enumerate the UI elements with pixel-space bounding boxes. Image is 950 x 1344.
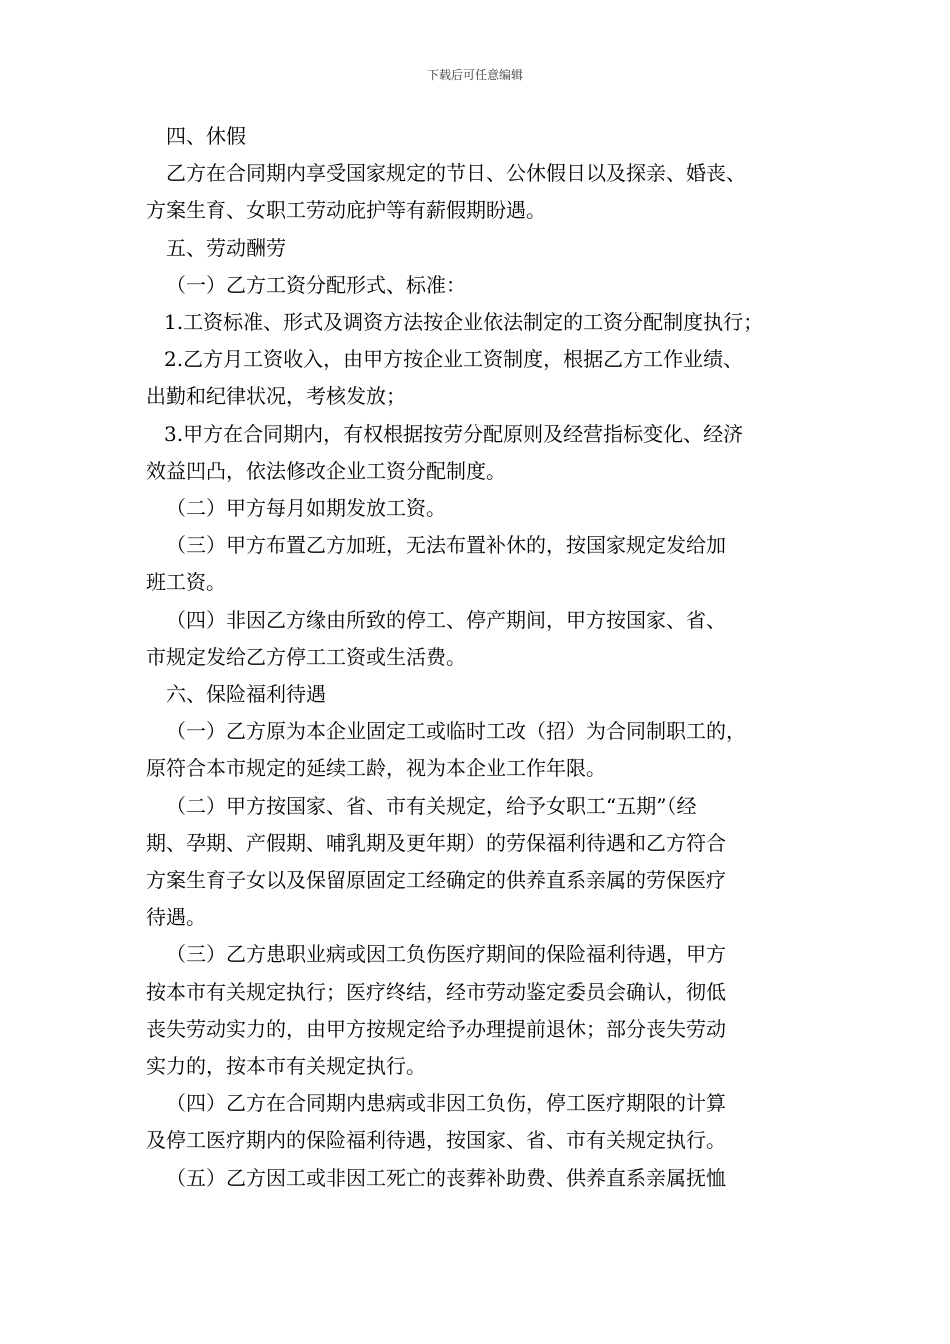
text-line: （二）甲方按国家、省、市有关规定，给予女职工“五期”（经 [166, 793, 697, 818]
text-line: 原符合本市规定的延续工龄，视为本企业工作年限。 [146, 756, 606, 781]
text-line: 2.乙方月工资收入，由甲方按企业工资制度，根据乙方工作业绩、 [164, 347, 744, 372]
text-line: （五）乙方因工或非因工死亡的丧葬补助费、供养直系亲属抚恤 [166, 1165, 726, 1190]
text-line: （四）乙方在合同期内患病或非因工负伤，停工医疗期限的计算 [166, 1091, 726, 1116]
text-line: 期、孕期、产假期、哺乳期及更年期）的劳保福利待遇和乙方符合 [146, 830, 726, 855]
document-body [146, 118, 826, 1197]
text-line: 按本市有关规定执行；医疗终结，经市劳动鉴定委员会确认，彻低 [146, 979, 726, 1004]
text-line: 五、劳动酬劳 [166, 235, 286, 260]
text-line: 方案生育子女以及保留原固定工经确定的供养直系亲属的劳保医疗 [146, 868, 726, 893]
text-line: 班工资。 [146, 570, 226, 595]
text-line: （四）非因乙方缘由所致的停工、停产期间，甲方按国家、省、 [166, 607, 726, 632]
text-line: 待遇。 [146, 905, 206, 930]
text-line: 方案生育、女职工劳动庇护等有薪假期盼遇。 [146, 198, 546, 223]
text-line: 六、保险福利待遇 [166, 682, 326, 707]
text-line: 实力的，按本市有关规定执行。 [146, 1054, 426, 1079]
text-line: （三）乙方患职业病或因工负伤医疗期间的保险福利待遇，甲方 [166, 942, 726, 967]
text-line: 3.甲方在合同期内，有权根据按劳分配原则及经营指标变化、经济 [164, 421, 744, 446]
text-line: 四、休假 [166, 124, 246, 148]
text-line: （三）甲方布置乙方加班，无法布置补休的，按国家规定发给加 [166, 533, 726, 558]
page-header: 下载后可任意编辑 [426, 68, 523, 82]
text-line: 1.工资标准、形式及调资方法按企业依法制定的工资分配制度执行； [164, 310, 764, 335]
text-line: 及停工医疗期内的保险福利待遇，按国家、省、市有关规定执行。 [146, 1128, 726, 1153]
text-line: 乙方在合同期内享受国家规定的节日、公休假日以及探亲、婚丧、 [166, 161, 746, 186]
text-line: （一）乙方工资分配形式、标准： [166, 272, 466, 297]
text-line: 丧失劳动实力的，由甲方按规定给予办理提前退休；部分丧失劳动 [146, 1016, 726, 1041]
text-line: 效益凹凸，依法修改企业工资分配制度。 [146, 458, 506, 483]
text-line: 市规定发给乙方停工工资或生活费。 [146, 644, 466, 669]
text-line: （一）乙方原为本企业固定工或临时工改（招）为合同制职工的， [166, 719, 746, 744]
text-line: 出勤和纪律状况，考核发放； [146, 384, 406, 409]
text-line: （二）甲方每月如期发放工资。 [166, 496, 446, 521]
